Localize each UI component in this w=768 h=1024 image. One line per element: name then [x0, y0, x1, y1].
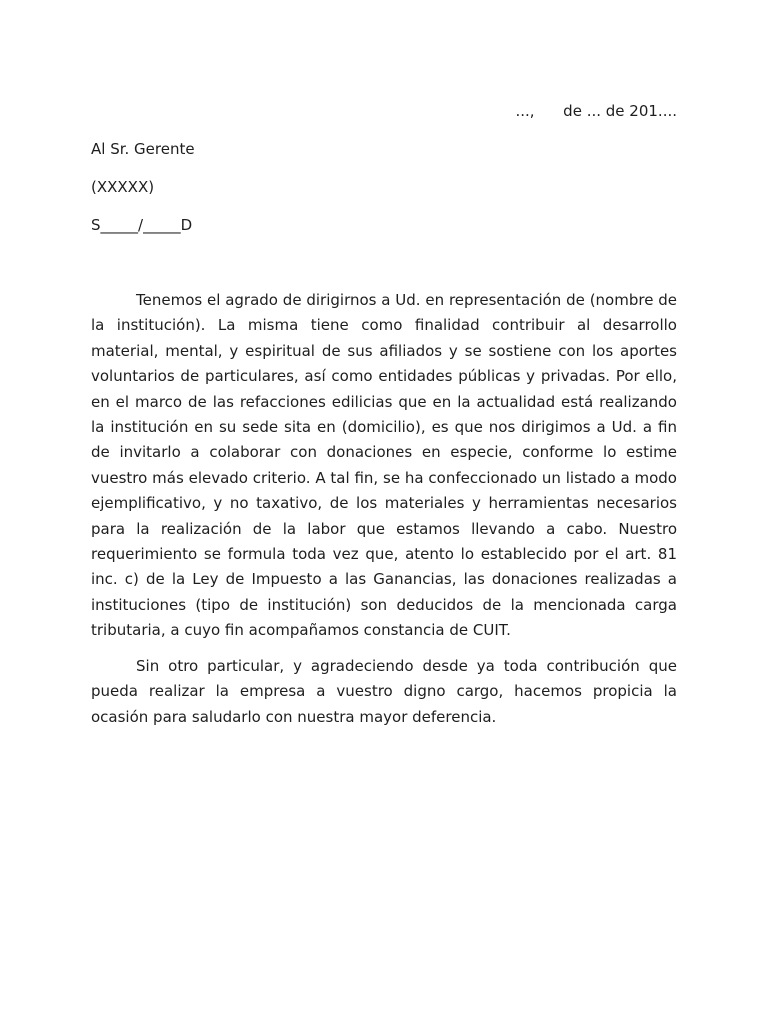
date-line: ..., de ... de 201....: [515, 102, 677, 120]
body-paragraph-1: Tenemos el agrado de dirigirnos a Ud. en representación de (nombre de la institución). La misma tiene como finalidad contribuir al desarrollo material, mental, y espiritual de sus afiliados y se sostiene con los aportes voluntarios de particulares, así como entidades públicas y privadas. Por ello, en el marco de las refacciones edilicias que en la actualidad está realizando la institución en su sede sita en (domicilio), es que nos dirigimos a Ud. a fin de invitarlo a colaborar con donaciones en especie, conforme lo estime vuestro más elevado criterio. A tal fin, se ha confeccionado un listado a modo ejemplificativo, y no taxativo, de los materiales y herramientas necesarios para la realización de la labor que estamos llevando a cabo. Nuestro requerimiento se formula toda vez que, atento lo establecido por el art. 81 inc. c) de la Ley de Impuesto a las Ganancias, las donaciones realizadas a instituciones (tipo de institución) son deducidos de la mencionada carga tributaria, a cuyo fin acompañamos constancia de CUIT.: [91, 291, 677, 640]
letter-body: [91, 288, 677, 730]
recipient-line: Al Sr. Gerente: [91, 140, 195, 158]
body-paragraph-2: Sin otro particular, y agradeciendo desde ya toda contribución que pueda realizar la empresa a vuestro digno cargo, hacemos propicia la ocasión para saludarlo con nuestra mayor deferencia.: [91, 656, 677, 726]
company-line: (XXXXX): [91, 178, 155, 196]
office-line: S_____/_____D: [91, 216, 193, 234]
